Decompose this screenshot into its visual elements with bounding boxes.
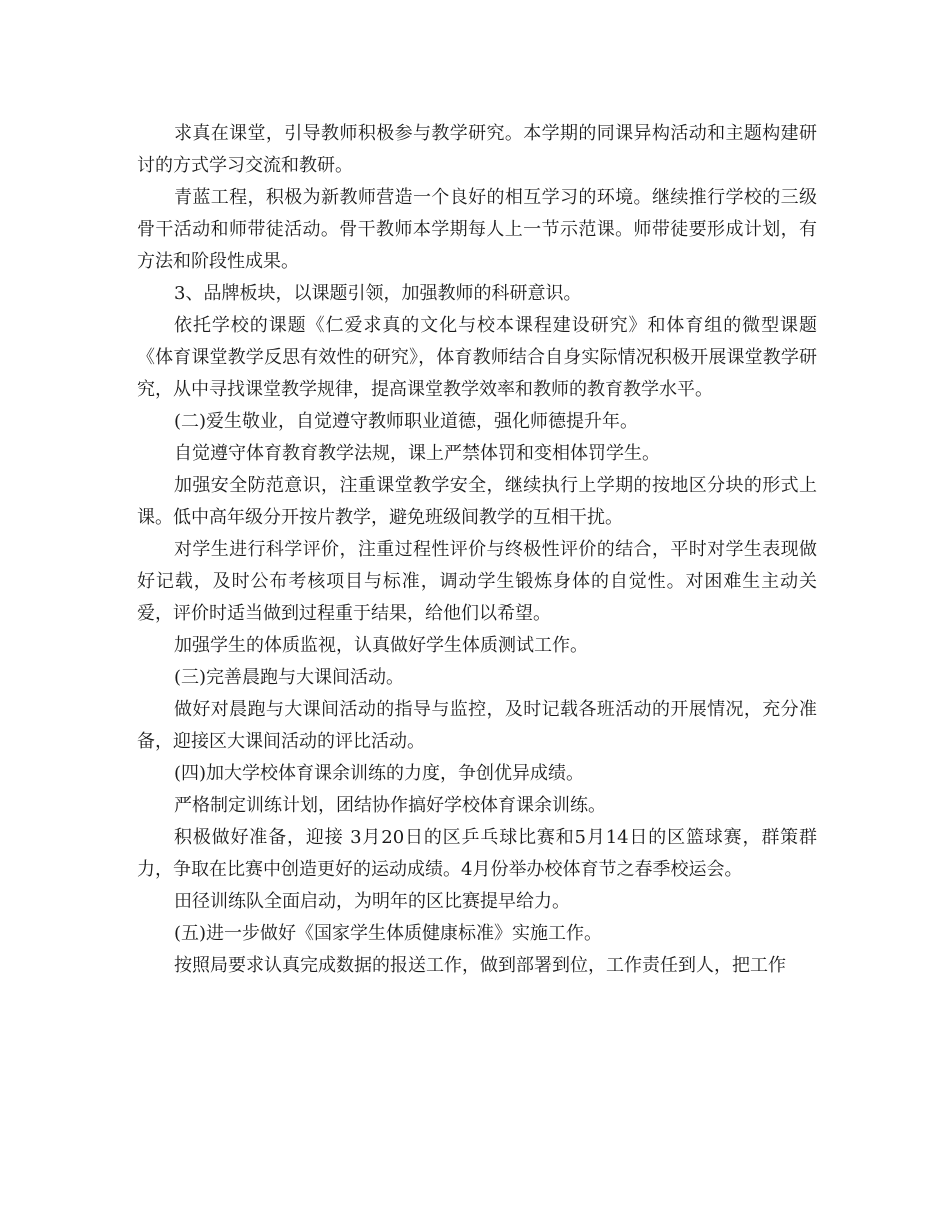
document-body: [137, 118, 817, 982]
paragraph-9: 加强学生的体质监视，认真做好学生体质测试工作。: [174, 635, 588, 656]
paragraph-15: 田径训练队全面启动，为明年的区比赛提早给力。: [174, 891, 570, 912]
paragraph-7: 加强安全防范意识，注重课堂教学安全，继续执行上学期的按地区分块的形式上课。低中高年级分开按片教学，避免班级间教学的互相干扰。: [137, 475, 817, 528]
paragraph-11: 做好对晨跑与大课间活动的指导与监控，及时记载各班活动的开展情况，充分准备，迎接区大课间活动的评比活动。: [137, 699, 817, 752]
paragraph-2: 青蓝工程，积极为新教师营造一个良好的相互学习的环境。继续推行学校的三级骨干活动和师带徒活动。骨干教师本学期每人上一节示范课。师带徒要形成计划，有方法和阶段性成果。: [137, 187, 817, 272]
paragraph-13: 严格制定训练计划，团结协作搞好学校体育课余训练。: [174, 795, 606, 816]
section-heading-3: 3、品牌板块，以课题引领，加强教师的科研意识。: [174, 283, 582, 304]
paragraph-4: 依托学校的课题《仁爱求真的文化与校本课程建设研究》和体育组的微型课题《体育课堂教学反思有效性的研究》，体育教师结合自身实际情况积极开展课堂教学研究，从中寻找课堂教学规律，提高课堂教学效率和教师的教育教学水平。: [137, 315, 817, 400]
paragraph-1: 求真在课堂，引导教师积极参与教学研究。本学期的同课异构活动和主题构建研讨的方式学习交流和教研。: [137, 123, 817, 176]
paragraph-6: 自觉遵守体育教育教学法规，课上严禁体罚和变相体罚学生。: [174, 443, 660, 464]
section-heading-3b: (三)完善晨跑与大课间活动。: [174, 667, 405, 688]
paragraph-8: 对学生进行科学评价，注重过程性评价与终极性评价的结合，平时对学生表现做好记载，及时公布考核项目与标准，调动学生锻炼身体的自觉性。对困难生主动关爱，评价时适当做到过程重于结果，给他们以希望。: [137, 539, 817, 624]
section-heading-2: (二)爱生敬业，自觉遵守教师职业道德，强化师德提升年。: [174, 411, 639, 432]
paragraph-14: 积极做好准备，迎接 3月20日的区乒乓球比赛和5月14日的区篮球赛，群策群力，争取在比赛中创造更好的运动成绩。4月份举办校体育节之春季校运会。: [137, 827, 817, 880]
section-heading-4: (四)加大学校体育课余训练的力度，争创优异成绩。: [174, 763, 585, 784]
section-heading-5: (五)进一步做好《国家学生体质健康标准》实施工作。: [174, 923, 603, 944]
paragraph-17: 按照局要求认真完成数据的报送工作，做到部署到位，工作责任到人，把工作: [174, 955, 786, 976]
